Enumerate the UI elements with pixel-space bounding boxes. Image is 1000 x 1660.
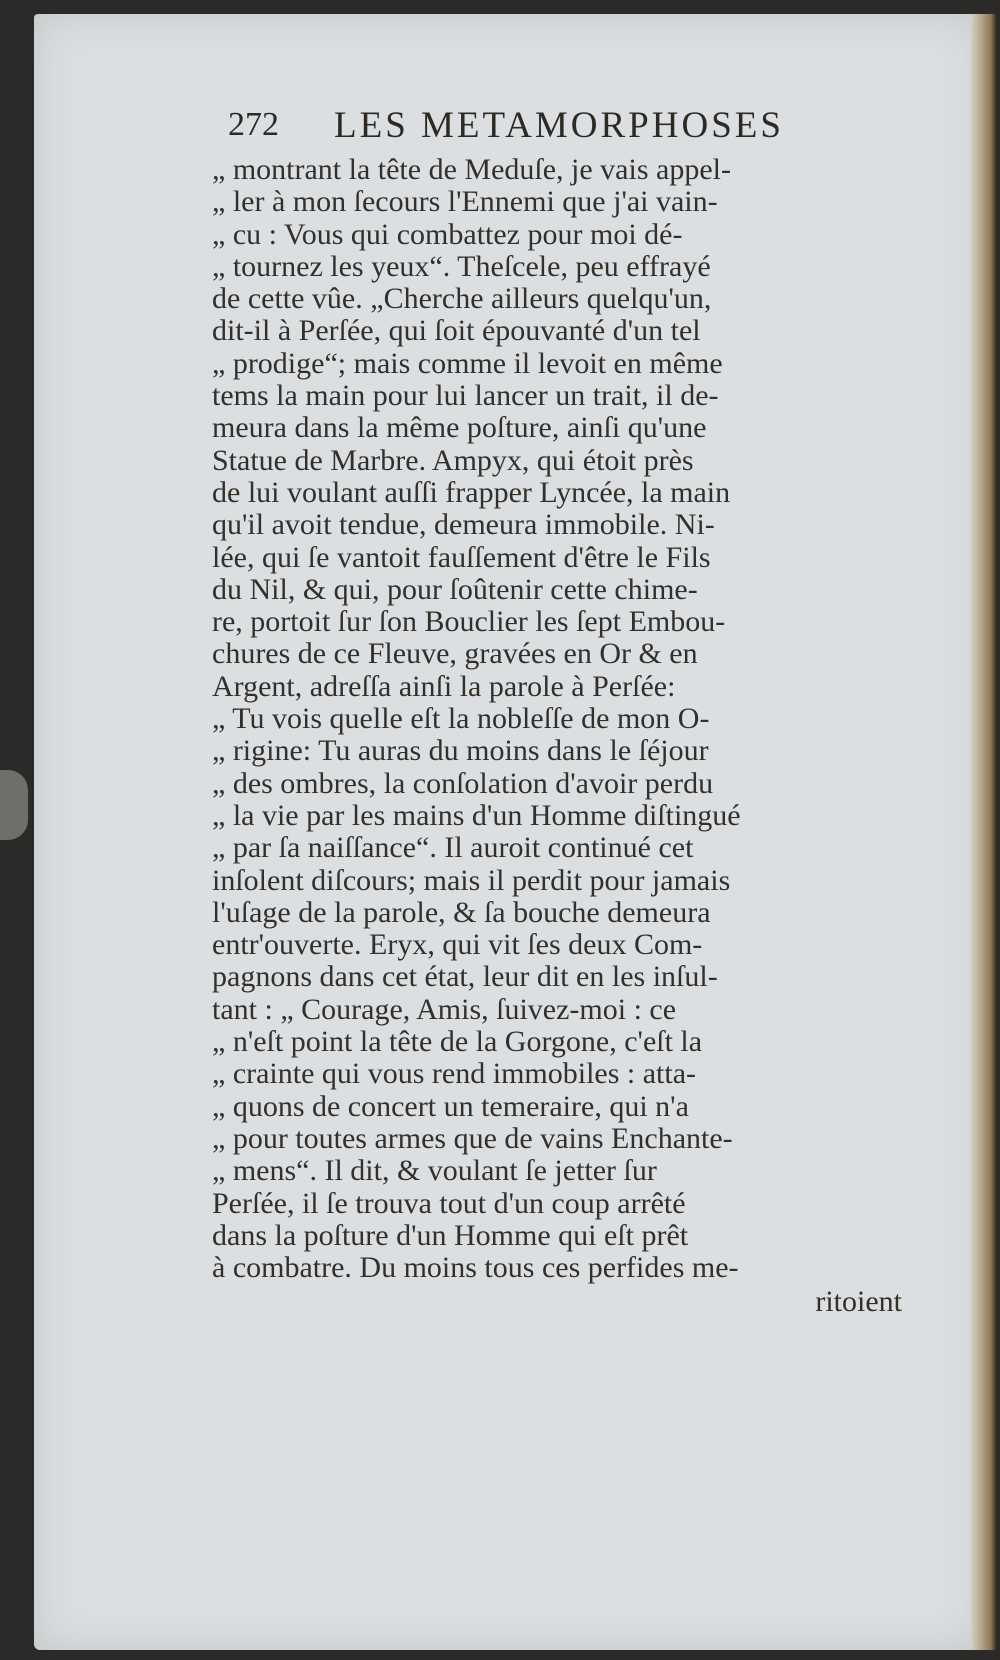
text-line: de cette vûe. „Cherche ailleurs quelqu'un,	[212, 282, 712, 316]
text-line: de lui voulant auſſi frapper Lyncée, la main	[212, 475, 731, 509]
text-line: entr'ouverte. Eryx, qui vit ſes deux Com-	[212, 928, 703, 962]
text-line: „ tournez les yeux“. Theſcele, peu effrayé	[212, 249, 711, 283]
text-line: „ la vie par les mains d'un Homme diſtingué	[212, 798, 741, 832]
text-line: „ quons de concert un temeraire, qui n'a	[212, 1089, 689, 1123]
text-line: dans la poſture d'un Homme qui eſt prêt	[212, 1218, 689, 1252]
text-line: tems la main pour lui lancer un trait, il de-	[212, 379, 719, 413]
text-line: „ pour toutes armes que de vains Enchante-	[212, 1121, 733, 1155]
text-line: Argent, adreſſa ainſi la parole à Perſée:	[212, 669, 676, 703]
binding-clasp	[0, 770, 28, 840]
text-line: „ par ſa naiſſance“. Il auroit continué cet	[212, 831, 694, 865]
text-line: „ rigine: Tu auras du moins dans le ſéjour	[212, 734, 709, 768]
text-line: tant : „ Courage, Amis, ſuivez-moi : ce	[212, 992, 677, 1026]
page-header	[228, 104, 888, 154]
text-line: „ cu : Vous qui combattez pour moi dé-	[212, 217, 683, 251]
text-line: chures de ce Fleuve, gravées en Or & en	[212, 637, 698, 671]
catchword: ritoient	[815, 1285, 902, 1319]
text-line: pagnons dans cet état, leur dit en les inſul-	[212, 960, 718, 994]
text-line: „ Tu vois quelle eſt la nobleſſe de mon O-	[212, 702, 710, 736]
text-line: meura dans la même poſture, ainſi qu'une	[212, 411, 707, 445]
text-line: Statue de Marbre. Ampyx, qui étoit près	[212, 443, 694, 477]
running-title: LES METAMORPHOSES	[334, 105, 784, 146]
text-line: „ ler à mon ſecours l'Ennemi que j'ai vain-	[212, 185, 718, 219]
text-line: qu'il avoit tendue, demeura immobile. Ni-	[212, 508, 715, 542]
text-line: dit-il à Perſée, qui ſoit épouvanté d'un tel	[212, 314, 701, 348]
text-line: „ montrant la tête de Meduſe, je vais appel-	[212, 153, 731, 186]
text-line: „ crainte qui vous rend immobiles : atta-	[212, 1057, 697, 1091]
text-line: „ prodige“; mais comme il levoit en même	[212, 346, 723, 380]
text-line: du Nil, & qui, pour ſoûtenir cette chime-	[212, 572, 698, 606]
text-line: „ mens“. Il dit, & voulant ſe jetter ſur	[212, 1154, 657, 1188]
text-line: l'uſage de la parole, & ſa bouche demeura	[212, 895, 711, 929]
page-number: 272	[228, 106, 279, 143]
text-line: „ n'eſt point la tête de la Gorgone, c'eſt la	[212, 1025, 703, 1059]
text-line: Perſée, il ſe trouva tout d'un coup arrêté	[212, 1186, 686, 1220]
text-line: inſolent diſcours; mais il perdit pour jamais	[212, 863, 731, 897]
text-line: „ des ombres, la conſolation d'avoir perdu	[212, 766, 714, 800]
page-edge	[970, 14, 996, 1650]
text-line: re, portoit ſur ſon Bouclier les ſept Embou-	[212, 605, 726, 639]
body-text	[212, 154, 902, 1319]
text-line: lée, qui ſe vantoit fauſſement d'être le Fils	[212, 540, 711, 574]
text-line: à combatre. Du moins tous ces perfides me-	[212, 1251, 739, 1285]
